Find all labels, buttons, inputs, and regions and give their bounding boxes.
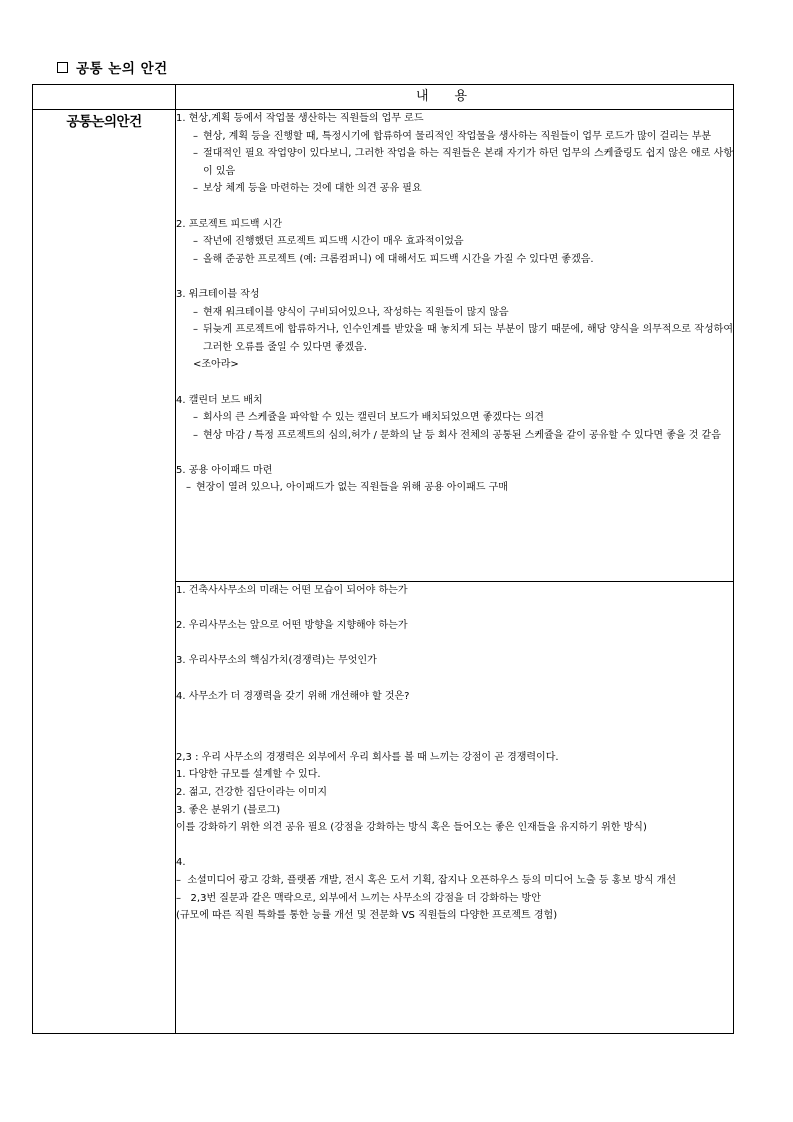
section-title: 5. 공용 아이패드 마련 [176,464,273,476]
list-item: – 올해 준공한 프로젝트 (예: 크롬컴퍼니) 에 대해서도 피드백 시간을 가질 수 있다면 좋겠음. [193,253,594,265]
table-header-row [33,85,734,110]
agenda-section-1 [176,110,733,198]
header-cell-content: 내용 [176,85,734,110]
list-item: – 보상 체계 등을 마련하는 것에 대한 의견 공유 필요 [193,183,422,195]
list-item: – 현상 마감 / 특정 프로젝트의 심의,허가 / 문화의 날 등 회사 전체의 공통된 스케쥴을 같이 공유할 수 있다면 좋을 것 같음 [193,429,721,441]
header-cell-empty [33,85,176,110]
page-heading [57,57,168,77]
section-title: 1. 현상,계획 등에서 작업물 생산하는 직원들의 업무 로드 [176,113,424,124]
list-item: – 작년에 진행했던 프로젝트 피드백 시간이 매우 효과적이었음 [193,236,464,248]
section-title: 4. 캘린더 보드 배치 [176,394,263,406]
agenda-section-2 [176,216,733,269]
list-item: – 절대적인 필요 작업양이 있다보니, 그러한 작업을 하는 직원들은 본래 자기가 하던 업무의 스케쥴링도 쉽지 않은 애로 사항이 있음 [193,148,733,177]
list-item: – 소셜미디어 광고 강화, 플랫폼 개발, 전시 혹은 도서 기획, 잡지나 오픈하우스 등의 미디어 노출 등 홍보 방식 개선 [176,874,676,886]
question-item: 4. 사무소가 더 경쟁력을 갖기 위해 개선해야 할 것은? [176,690,410,702]
strength-note: 이를 강화하기 위한 의견 공유 필요 (강점을 강화하는 방식 혹은 들어오는 좋은 인재들을 유지하기 위한 방식) [176,822,647,834]
strength-item: 2. 젊고, 건강한 집단이라는 이미지 [176,786,328,798]
strength-item: 1. 다양한 규모를 설계할 수 있다. [176,769,321,781]
agenda-content-upper [176,110,734,582]
answer-4-note: (규모에 따른 직원 특화를 통한 능률 개선 및 전문화 VS 직원들의 다양한 프로젝트 경험) [176,910,558,922]
list-item: – 뒤늦게 프로젝트에 합류하거나, 인수인계를 받았을 때 놓치게 되는 부분이 많기 때문에, 해당 양식을 의무적으로 작성하여 그러한 오류를 줄일 수 있다면 좋겠음. [193,324,733,353]
spacer [176,705,733,731]
agenda-section-3 [176,286,733,374]
answer-4-label: 4. [176,857,186,869]
agenda-table [32,84,734,1034]
spacer [176,731,733,749]
list-item: – 2,3번 질문과 같은 맥락으로, 외부에서 느끼는 사무소의 강점을 더 강화하는 방안 [176,892,541,904]
list-item: – 현상, 계획 등을 진행할 때, 특정시기에 합류하여 물리적인 작업물을 생사하는 직원들이 업무 로드가 많이 걸리는 부분 [193,130,712,142]
question-item: 3. 우리사무소의 핵심가치(경쟁력)는 무엇인가 [176,655,377,667]
question-item: 1. 건축사사무소의 미래는 어떤 모습이 되어야 하는가 [176,585,408,596]
agenda-section-5 [176,462,733,497]
row-label-cell: 공통논의안건 [33,110,176,1034]
section-title: 3. 워크테이블 작성 [176,288,260,300]
page-title: 공통 논의 안건 [76,61,168,77]
answer-2-3: 2,3 : 우리 사무소의 경쟁력은 외부에서 우리 회사를 볼 때 느끼는 강점이 곧 경쟁력이다. [176,751,559,763]
list-item: – 현재 워크테이블 양식이 구비되어있으나, 작성하는 직원들이 많지 않음 [193,306,509,318]
spacer [176,837,733,855]
agenda-content-lower [176,582,734,1034]
list-item: – 회사의 큰 스케쥴을 파악할 수 있는 캘린더 보드가 배치되었으면 좋겠다는 의견 [193,412,544,424]
question-item: 2. 우리사무소는 앞으로 어떤 방향을 지향해야 하는가 [176,620,408,632]
checkbox-square-icon [57,62,68,73]
table-row-upper [33,110,734,582]
strength-item: 3. 좋은 분위기 (블로그) [176,804,281,816]
list-item: – 현장이 열려 있으나, 아이패드가 없는 직원들을 위해 공용 아이패드 구매 [186,482,508,494]
section-title: 2. 프로젝트 피드백 시간 [176,218,283,230]
author-note: <조아라> [193,359,239,371]
agenda-section-4 [176,392,733,445]
